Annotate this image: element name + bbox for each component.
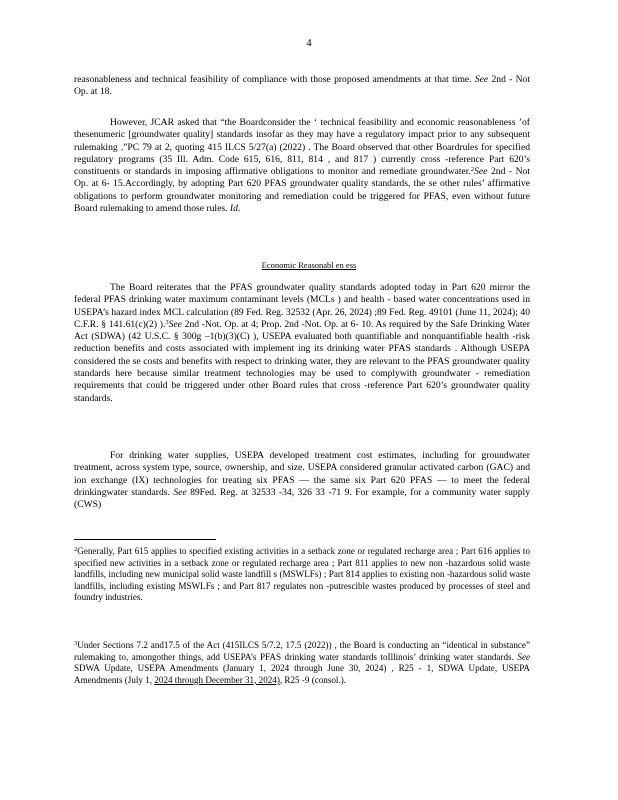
citation-signal: See bbox=[168, 318, 182, 330]
paragraph-drinking-water bbox=[74, 450, 530, 511]
paragraph-jcar bbox=[74, 117, 530, 215]
footnote-separator bbox=[74, 539, 216, 540]
period: . bbox=[237, 203, 241, 215]
footnote-2 bbox=[74, 546, 530, 604]
paragraph-text: reasonableness and technical feasibility of compliance with those proposed amendments at that time. bbox=[74, 74, 472, 85]
citation-signal: See bbox=[517, 651, 531, 662]
footnote-ref-2[interactable]: 2 bbox=[470, 166, 475, 174]
paragraph-text: However, JCAR asked that “the Boardconsider the ‘ technical feasibility and economic reasonableness ’of thesenumeric [groundwater quality] standards insofar as they may have a regulatory impact prior to any subsequent rulemaking .”PC 79 at 2, quoting 415 ILCS 5/27(a) (2022) . The Board observed that other Boardrules for specified regulatory programs (35 Ill. Adm. Code 615, 616, 811, 814 , and 817 ) currently cross -reference Part 620’s constituents or standards in imposing affirmative obligations to monitor and remediate groundwater. bbox=[74, 117, 530, 178]
footnote-text: Under Sections 7.2 and17.5 of the Act (415ILCS 5/7.2, 17.5 (2022)) , the Board is conducting an “identical in substance” rulemaking to, amongother things, add USEPA’s PFAS drinking water standards toIllinois’ drinking water standards. bbox=[74, 640, 530, 662]
citation-text: 2nd - Not Op. at 18. bbox=[74, 74, 530, 98]
footnote-number: 3 bbox=[74, 640, 78, 647]
citation-signal: See bbox=[474, 166, 488, 178]
citation-id: Id bbox=[229, 203, 238, 215]
citation-text: 2nd -Not. Op. at 4; Prop. 2nd -Not. Op. at 6- 10. As required by the Safe Drinking Water Act (SDWA) (42 U.S.C. § 300g –1(b)(3)(C) ), USEPA evaluated both quantifiable and nonquantifiable health -risk reduction benefits and costs associated with implement ing its drinking water PFAS standards . Although USEPA considered the se costs and benefits with respect to drinking water, they are relevant to the PFAS groundwater quality standards here because similar treatment technologies may be used to complywith groundwater - remediation requirements that could be triggered under other Board rules that cross -reference Part 620’s groundwater quality standards. bbox=[74, 318, 530, 404]
footnote-number: 2 bbox=[74, 546, 78, 553]
section-heading: Economic Reasonabl en ess bbox=[261, 260, 357, 270]
paragraph-compliance bbox=[74, 74, 530, 99]
page-number: 4 bbox=[306, 38, 312, 49]
underlined-citation: 2024 through December 31, 2024) bbox=[154, 674, 280, 685]
citation-text: 2nd - Not Op. at 6- 15.Accordingly, by adopting Part 620 PFAS groundwater quality standards, the se other rules’ affirmative obligations to perform groundwater monitoring and remediation could be triggered for PFAS, even without future Board rulemaking to amend those rules. bbox=[74, 166, 530, 215]
citation-signal: See bbox=[173, 486, 187, 498]
paragraph-reiterates bbox=[74, 282, 530, 405]
footnote-text: Generally, Part 615 applies to specified existing activities in a setback zone or regulated recharge area ; Part 616 applies to specified new activities in a setback zone or regulated recharge area ; Part 811 applies to new non -hazardous solid waste landfills, including new municipal solid waste landfill s (MSWLFs) ; Part 814 applies to existing non -hazardous solid waste landfills, including existing MSWLFs ; and Part 817 regulates non -putrescible wastes produced by processes of steel and foundry industries. bbox=[74, 546, 530, 603]
citation-text: SDWA Update, USEPA Amendments (January 1, 2024 through June 30, 2024) , R25 - 1, SDWA Update, USEPA Amendments (July 1, bbox=[74, 663, 530, 685]
footnote-3 bbox=[74, 640, 530, 686]
paragraph-text: The Board reiterates that the PFAS groundwater quality standards adopted today in Part 620 mirror the federal PFAS drinking water maximum contaminant levels (MCLs ) and health - based water concentrations used in USEPA’s hazard index MCL calculation (89 Fed. Reg. 32532 (Apr. 26, 2024) ;89 Fed. Reg. 49101 (June 11, 2024); 40 C.F.R. § 141.61(c)(2) ). bbox=[74, 282, 530, 330]
citation-text-end: , R25 -9 (consol.). bbox=[279, 674, 347, 685]
footnote-ref-3[interactable]: 3 bbox=[165, 318, 169, 326]
paragraph-text: For drinking water supplies, USEPA developed treatment cost estimates, including for groundwater treatment, across system type, source, ownership, and size. USEPA considered granular activated carbon (GAC) and ion exchange (IX) technologies for treating six PFAS — the same six Part 620 PFAS — to meet the federal drinkingwater standards. bbox=[74, 450, 530, 498]
citation-signal: See bbox=[474, 74, 489, 85]
citation-text: 89Fed. Reg. at 32533 -34, 326 33 -71 9. For example, for a community water supply (CWS) bbox=[74, 486, 530, 511]
